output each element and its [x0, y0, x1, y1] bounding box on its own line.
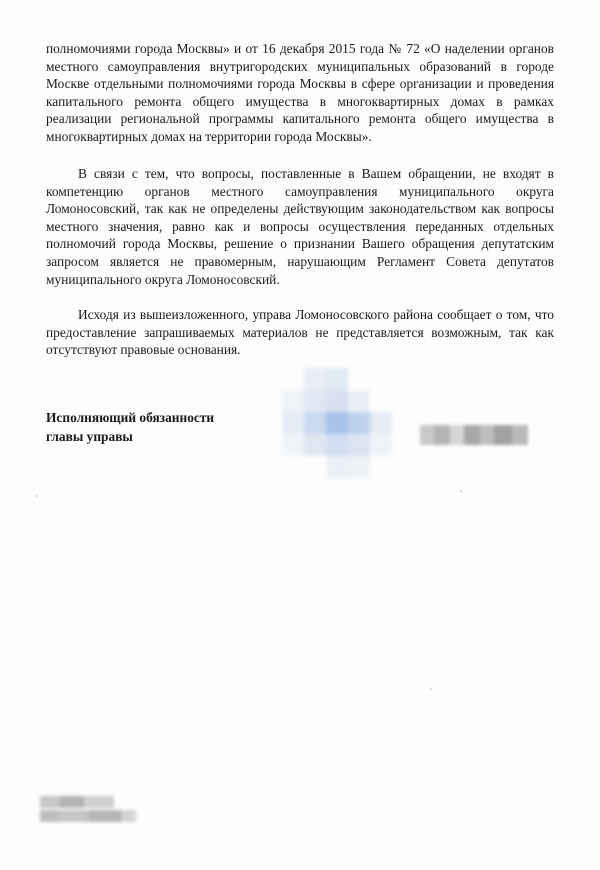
- scan-speck: [430, 688, 432, 690]
- paragraph-text: Исходя из вышеизложенного, управа Ломоносовского района сообщает о том, что предоставление запрашиваемых материалов не представляется возможным, так как отсутствуют правовые основания.: [46, 307, 554, 358]
- scan-speck: [36, 495, 38, 497]
- signatory-title: Исполняющий обязанности главы управы: [46, 410, 215, 444]
- scan-speck: [460, 490, 462, 492]
- paragraph-text: В связи с тем, что вопросы, поставленные в Вашем обращении, не входят в компетенцию органов местного самоуправления муниципального округа Ломоносовский, так как не определены действующим законодательством как вопросы местного значения, равно как и вопросы осуществления переданных отдельных полномочий города Москвы, решение о признании Вашего обращения депутатским запросом является не правомерным, нарушающим Регламент Совета депутатов муниципального округа Ломоносовский.: [46, 166, 554, 287]
- paragraph-text: полномочиями города Москвы» и от 16 декабря 2015 года № 72 «О наделении органов местного самоуправления внутригородских муниципальных образований в городе Москве отдельными полномочиями города Москвы в сфере организации и проведения капитального ремонта общего имущества в многоквартирных домах в рамках реализации региональной программы капитального ремонта общего имущества в многоквартирных домах на территории города Москвы».: [46, 41, 554, 144]
- signature-redacted: [282, 368, 402, 478]
- signatory-name-redacted: [420, 425, 530, 445]
- paragraph-competence: [46, 165, 554, 288]
- paragraph-ordinance-reference: [46, 40, 554, 146]
- paragraph-conclusion: [46, 306, 554, 359]
- executor-info-redacted: [40, 792, 140, 832]
